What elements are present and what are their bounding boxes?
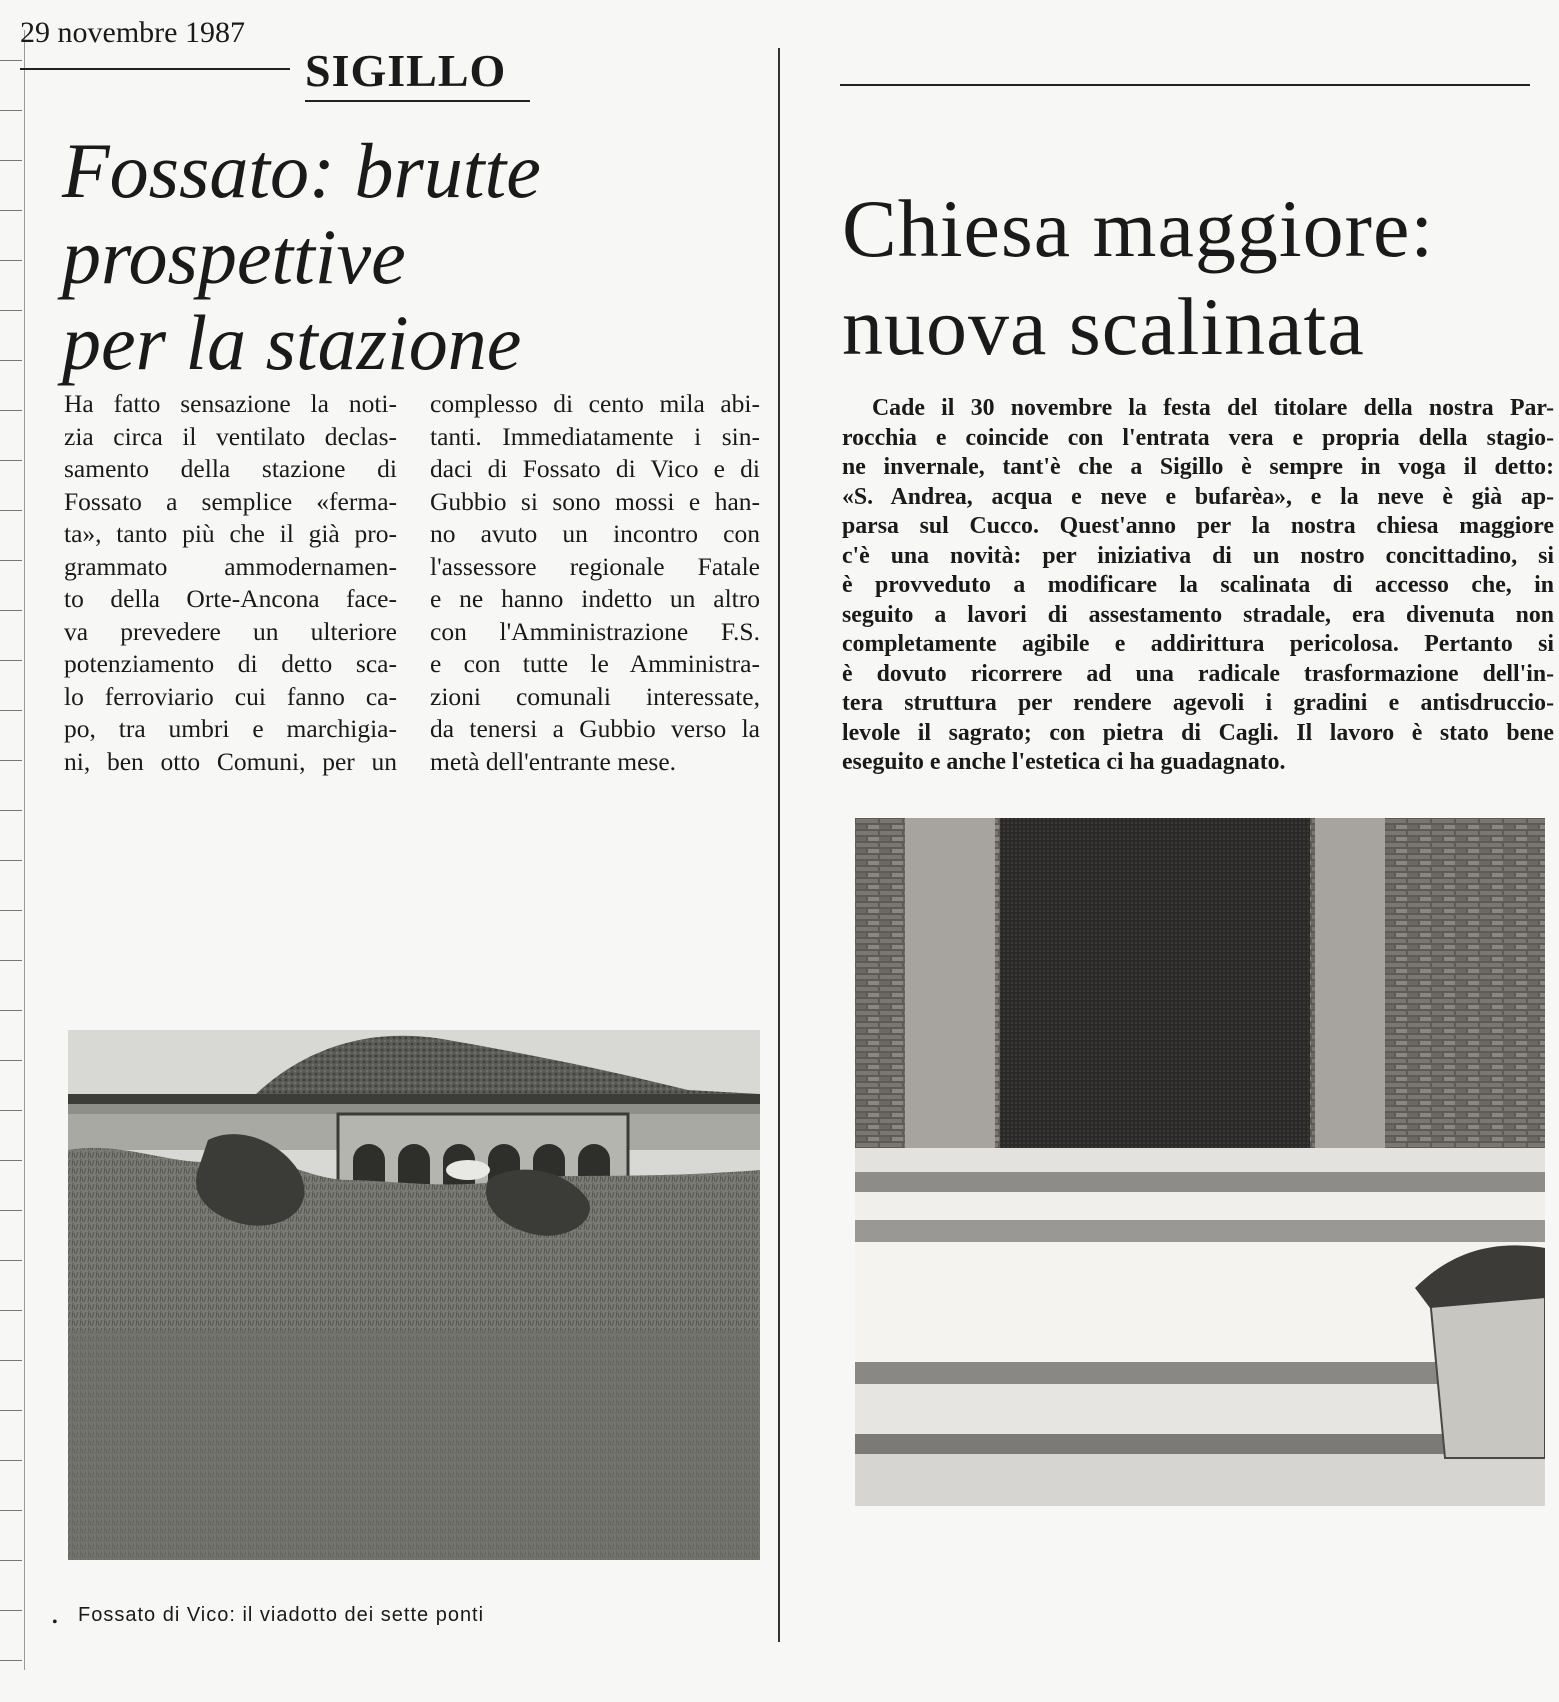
text-line: potenziamento di detto sca- — [64, 649, 397, 678]
viaduct-photo — [68, 1030, 760, 1560]
text-line: levole il sagrato; con pietra di Cagli. Il lavoro è stato bene — [842, 719, 1554, 746]
church-steps-photo — [855, 818, 1545, 1506]
section-rule — [305, 100, 530, 102]
text-line: to della Orte-Ancona face- — [64, 584, 397, 613]
text-line: seguito a lavori di assestamento stradale, era divenuta non — [842, 601, 1554, 628]
text-line: parsa sul Cucco. Quest'anno per la nostra chiesa maggiore — [842, 513, 1554, 539]
text-line: complesso di cento mila abi- — [430, 389, 760, 418]
text-line: tanti. Immediatamente i sin- — [430, 421, 760, 451]
text-line: lo ferroviario cui fanno ca- — [64, 681, 397, 711]
text-line: tera struttura per rendere agevoli i gradini e antisdruccio- — [842, 690, 1554, 716]
text-line: ni, ben otto Comuni, per un — [64, 746, 397, 776]
text-line: c'è una novità: per iniziativa di un nostro concittadino, si — [842, 542, 1554, 569]
text-line: l'assessore regionale Fatale — [430, 551, 760, 581]
left-headline-line: Fossato: brutte — [62, 127, 541, 214]
date-rule — [20, 68, 290, 70]
text-line: zioni comunali interessate, — [430, 681, 760, 711]
caption-bullet: • — [52, 1614, 58, 1631]
text-line: e ne hanno indetto un altro — [430, 584, 760, 613]
right-headline-line: Chiesa maggiore: — [842, 183, 1435, 274]
right-headline-line: nuova scalinata — [842, 281, 1365, 372]
text-line: po, tra umbri e marchigia- — [64, 714, 397, 743]
viaduct-photo-caption: Fossato di Vico: il viadotto dei sette ponti — [78, 1604, 485, 1626]
left-headline — [62, 128, 762, 386]
text-line: Ha fatto sensazione la noti- — [64, 389, 397, 418]
left-article-column-2 — [430, 388, 760, 778]
margin-ticks — [0, 0, 22, 1702]
text-line: grammato ammodernamen- — [64, 551, 397, 581]
text-line: Gubbio si sono mossi e han- — [430, 486, 760, 516]
text-line: metà dell'entrante mese. — [430, 746, 677, 776]
left-article-column-1 — [64, 388, 397, 778]
text-line: eseguito e anche l'estetica ci ha guadagnato. — [842, 749, 1286, 775]
right-headline — [842, 180, 1542, 376]
text-line: da tenersi a Gubbio verso la — [430, 714, 760, 743]
clipping-date: 29 novembre 1987 — [20, 16, 245, 49]
text-line: è dovuto ricorrere ad una radicale trasformazione dell'in- — [842, 660, 1554, 687]
church-steps-illustration — [855, 818, 1545, 1506]
text-line: è provveduto a modificare la scalinata di accesso che, in — [842, 572, 1554, 598]
text-line: e con tutte le Amministra- — [430, 649, 760, 678]
text-line: Fossato a semplice «ferma- — [64, 486, 397, 516]
right-top-rule — [840, 84, 1530, 86]
left-headline-line: per la stazione — [62, 299, 522, 386]
text-line: «S. Andrea, acqua e neve e bufarèa», e la neve è già ap- — [842, 483, 1554, 510]
text-line: samento della stazione di — [64, 454, 397, 483]
section-title: SIGILLO — [305, 45, 507, 96]
margin-line — [24, 30, 25, 1670]
text-line: Cade il 30 novembre la festa del titolare della nostra Par- — [872, 395, 1554, 421]
left-headline-line: prospettive — [62, 213, 406, 300]
text-line: zia circa il ventilato declas- — [64, 421, 397, 451]
right-article-body — [842, 394, 1554, 778]
text-line: daci di Fossato di Vico e di — [430, 454, 760, 483]
text-line: ne invernale, tant'è che a Sigillo è sempre in voga il detto: — [842, 454, 1554, 480]
text-line: rocchia e coincide con l'entrata vera e propria della stagio- — [842, 424, 1554, 451]
text-line: con l'Amministrazione F.S. — [430, 616, 760, 646]
column-divider — [778, 48, 780, 1642]
viaduct-illustration — [68, 1030, 760, 1560]
text-line: no avuto un incontro con — [430, 519, 760, 548]
text-line: completamente agibile e addirittura pericolosa. Pertanto si — [842, 631, 1554, 657]
text-line: ta», tanto più che il già pro- — [64, 519, 397, 548]
text-line: va prevedere un ulteriore — [64, 616, 397, 646]
